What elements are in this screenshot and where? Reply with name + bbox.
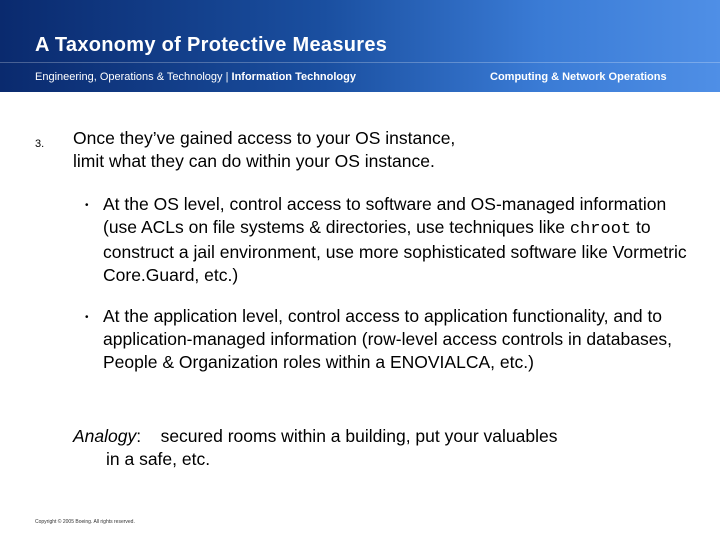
copyright-notice: Copyright © 2005 Boeing. All rights reserved. — [35, 519, 135, 525]
bullet-text-2: At the application level, control access to application functionality, and to application-managed information (row-level access controls in databases, People & Organization roles within a ENOVIALCA, etc.) — [103, 306, 673, 372]
analogy-colon: : — [136, 426, 142, 446]
bullet-1-part2: to construct a jail environment, use more sophisticated software like Vormetric Core.Guard, etc.) — [103, 217, 687, 285]
analogy-block — [73, 425, 673, 471]
intro-text — [73, 127, 673, 173]
header-org-text: Engineering, Operations & Technology | — [35, 71, 232, 83]
analogy-label: Analogy — [73, 426, 137, 446]
bullet-marker-1: • — [85, 200, 89, 211]
header-subtitle-left — [35, 71, 356, 83]
header-divider — [0, 62, 720, 63]
bullet-1-part1: At the OS level, control access to software and OS-managed information (use ACLs on file systems & directories, use techniques like — [103, 194, 667, 237]
analogy-line-1 — [73, 425, 673, 448]
slide-title: A Taxonomy of Protective Measures — [35, 34, 388, 56]
intro-line-2: limit what they can do within your OS instance. — [73, 151, 435, 171]
header-dept-text: Information Technology — [231, 71, 356, 83]
slide-header — [0, 0, 720, 92]
bullet-text-1 — [103, 193, 688, 287]
bullet-1-code: chroot — [569, 220, 632, 239]
bullet-marker-2: • — [85, 312, 89, 323]
analogy-line-2: in a safe, etc. — [106, 449, 211, 469]
intro-line-1: Once they’ve gained access to your OS instance, — [73, 128, 456, 148]
analogy-text-1: secured rooms within a building, put your valuables — [160, 426, 558, 446]
item-number: 3. — [35, 138, 45, 150]
header-subtitle-right: Computing & Network Operations — [490, 71, 667, 83]
